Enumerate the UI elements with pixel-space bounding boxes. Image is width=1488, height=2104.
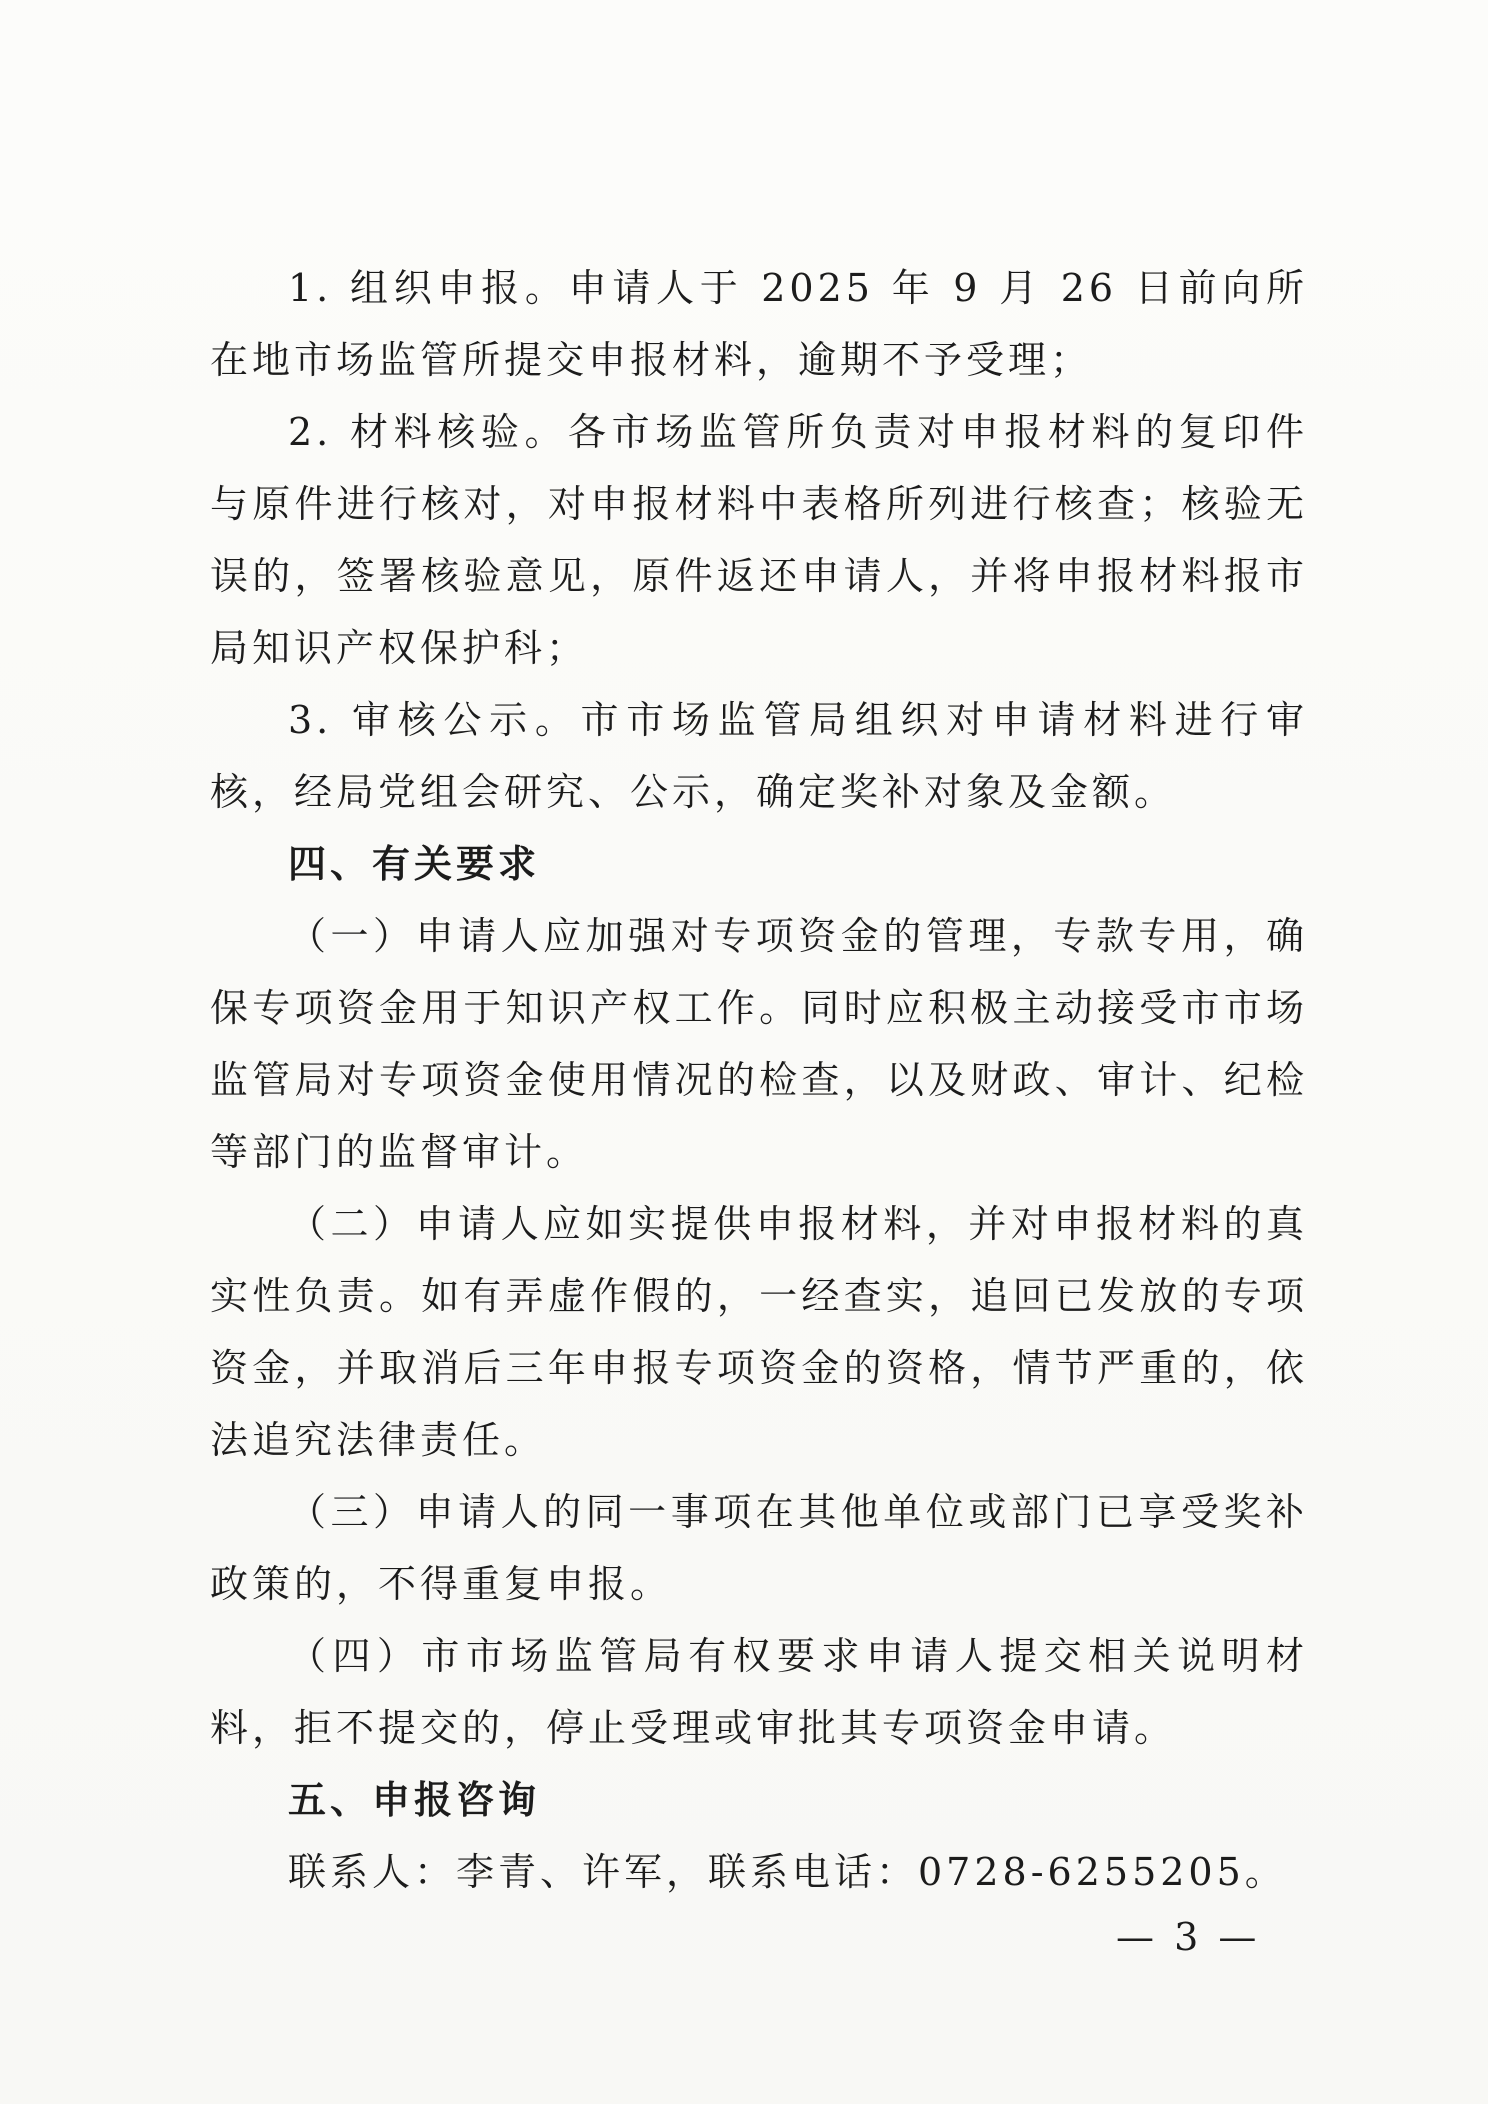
paragraph-requirement-3: （三）申请人的同一事项在其他单位或部门已享受奖补政策的，不得重复申报。 xyxy=(210,1490,1308,1606)
section-heading-requirements: 四、有关要求 xyxy=(288,842,541,886)
paragraph-step-1: 1. 组织申报。申请人于 2025 年 9 月 26 日前向所在地市场监管所提交申报材料，逾期不予受理； xyxy=(210,266,1308,382)
paragraph-step-2: 2. 材料核验。各市场监管所负责对申报材料的复印件与原件进行核对，对申报材料中表格所列进行核查；核验无误的，签署核验意见，原件返还申请人，并将申报材料报市局知识产权保护科； xyxy=(210,410,1308,670)
document-body xyxy=(210,252,1308,1908)
paragraph-requirement-1: （一）申请人应加强对专项资金的管理，专款专用，确保专项资金用于知识产权工作。同时应积极主动接受市市场监管局对专项资金使用情况的检查，以及财政、审计、纪检等部门的监督审计。 xyxy=(210,914,1308,1174)
paragraph-requirement-2: （二）申请人应如实提供申报材料，并对申报材料的真实性负责。如有弄虚作假的，一经查实，追回已发放的专项资金，并取消后三年申报专项资金的资格，情节严重的，依法追究法律责任。 xyxy=(210,1202,1308,1462)
paragraph-requirement-4: （四）市市场监管局有权要求申请人提交相关说明材料，拒不提交的，停止受理或审批其专项资金申请。 xyxy=(210,1634,1308,1750)
paragraph-step-3: 3. 审核公示。市市场监管局组织对申请材料进行审核，经局党组会研究、公示，确定奖补对象及金额。 xyxy=(210,698,1308,814)
paragraph-contact: 联系人：李青、许军，联系电话：0728-6255205。 xyxy=(288,1850,1287,1894)
page-number: — 3 — xyxy=(1116,1915,1261,1959)
section-heading-consultation: 五、申报咨询 xyxy=(288,1778,541,1822)
